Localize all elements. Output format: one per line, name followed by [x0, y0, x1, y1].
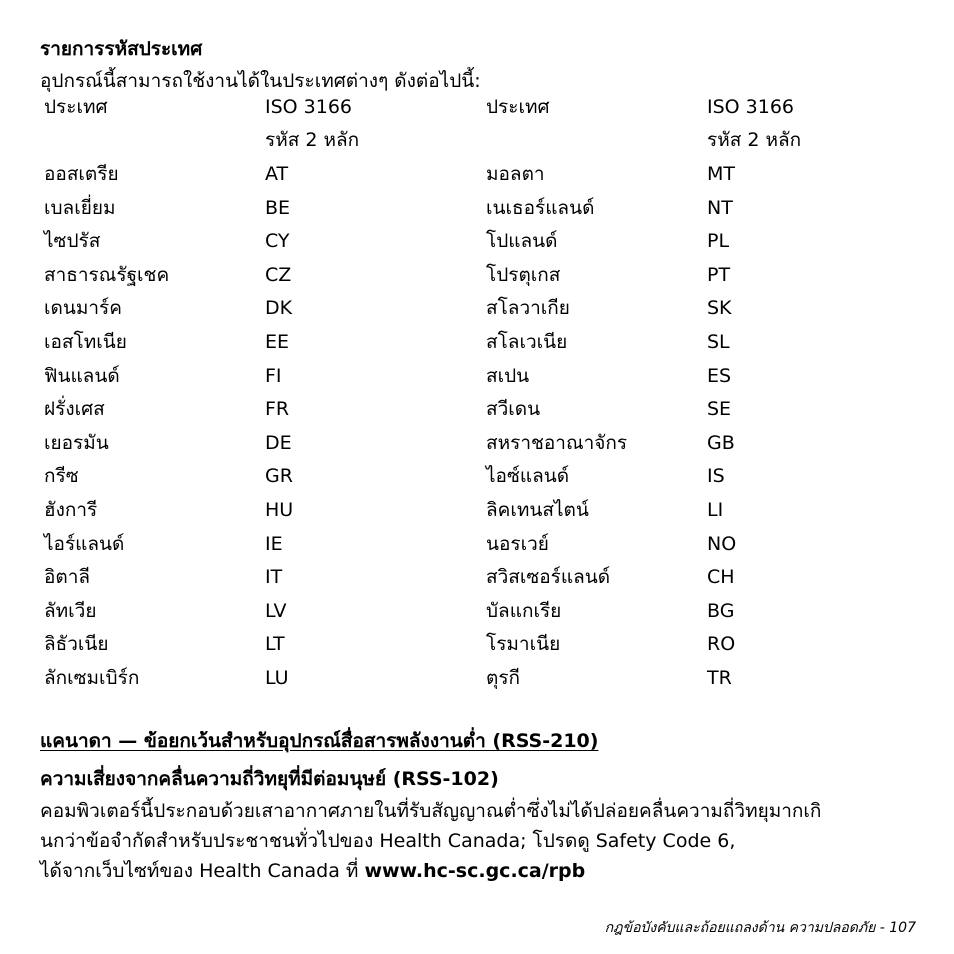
- country-left: ออสเตรีย: [44, 162, 119, 185]
- table-row: [40, 325, 907, 359]
- iso-code-right: MT: [707, 162, 735, 185]
- rf-body-line-2: นกว่าข้อจำกัดสำหรับประชาชนทั่วไปของ Health Canada; โปรดดู Safety Code 6,: [40, 830, 736, 852]
- country-left: ลัทเวีย: [44, 599, 97, 622]
- iso-code-right: SK: [707, 297, 732, 320]
- country-left: ฟินแลนด์: [44, 364, 120, 387]
- iso-code-left: CY: [265, 230, 290, 253]
- country-right: สวิสเซอร์แลนด์: [486, 566, 611, 589]
- page-footer: กฎข้อบังคับและถ้อยแถลงด้าน ความปลอดภัย - 107: [604, 920, 916, 936]
- rf-body-line-3-text: ได้จากเว็บไซท์ของ Health Canada ที่: [40, 860, 365, 882]
- header-country-left: ประเทศ: [44, 95, 108, 118]
- country-right: โปแลนด์: [486, 230, 558, 253]
- rf-exposure-title: ความเสี่ยงจากคลื่นความถี่วิทยุที่มีต่อมนุษย์ (RSS-102): [40, 768, 499, 790]
- iso-code-right: CH: [707, 566, 735, 589]
- health-canada-url[interactable]: www.hc-sc.gc.ca/rpb: [364, 860, 586, 882]
- iso-code-left: EE: [265, 330, 290, 353]
- country-left: ไอร์แลนด์: [44, 532, 125, 555]
- iso-code-right: BG: [707, 599, 735, 622]
- iso-code-right: NO: [707, 532, 737, 555]
- iso-code-left: DK: [265, 297, 293, 320]
- header-iso-right: ISO 3166: [707, 95, 795, 118]
- section-title: รายการรหัสประเทศ: [40, 38, 203, 60]
- country-right: บัลแกเรีย: [486, 599, 562, 622]
- table-row: [40, 493, 907, 527]
- iso-code-right: SE: [707, 398, 732, 421]
- iso-code-left: HU: [265, 498, 294, 521]
- iso-code-right: LI: [707, 498, 724, 521]
- country-left: เยอรมัน: [44, 431, 109, 454]
- country-right: ไอซ์แลนด์: [486, 465, 570, 488]
- country-right: เนเธอร์แลนด์: [486, 196, 595, 219]
- iso-code-right: GB: [707, 431, 735, 454]
- iso-code-left: IT: [265, 566, 283, 589]
- country-left: เดนมาร์ค: [44, 297, 122, 320]
- canada-section-title: แคนาดา — ข้อยกเว้นสำหรับอุปกรณ์สื่อสารพลังงานต่ำ (RSS-210): [40, 730, 599, 752]
- rf-body-line-3: [40, 856, 920, 886]
- country-right: สเปน: [486, 364, 530, 387]
- country-right: ตุรกี: [486, 666, 521, 689]
- iso-code-left: DE: [265, 431, 292, 454]
- iso-code-right: PL: [707, 230, 730, 253]
- country-left: อิตาลี: [44, 566, 91, 589]
- country-right: สหราชอาณาจักร: [486, 431, 628, 454]
- iso-code-left: LU: [265, 666, 289, 689]
- country-left: ลิธัวเนีย: [44, 633, 109, 656]
- country-left: ฮังการี: [44, 498, 98, 521]
- iso-code-right: PT: [707, 263, 731, 286]
- table-row: [40, 460, 907, 494]
- country-right: สโลเวเนีย: [486, 330, 568, 353]
- iso-code-right: NT: [707, 196, 733, 219]
- iso-code-left: FR: [265, 398, 290, 421]
- table-row: [40, 628, 907, 662]
- table-header-row: [40, 90, 907, 124]
- iso-code-left: IE: [265, 532, 283, 555]
- table-row: [40, 359, 907, 393]
- table-row: [40, 426, 907, 460]
- iso-code-left: FI: [265, 364, 282, 387]
- table-row: [40, 527, 907, 561]
- iso-code-left: BE: [265, 196, 291, 219]
- rf-body-line-1: คอมพิวเตอร์นี้ประกอบด้วยเสาอากาศภายในที่รับสัญญาณต่ำซึ่งไม่ได้ปล่อยคลื่นความถี่วิทยุมากเกิ: [40, 800, 822, 822]
- country-right: สโลวาเกีย: [486, 297, 570, 320]
- iso-code-left: GR: [265, 465, 293, 488]
- country-left: กรีซ: [44, 465, 79, 488]
- country-code-table: [40, 90, 907, 695]
- rf-exposure-body: [40, 796, 920, 886]
- table-row: [40, 560, 907, 594]
- iso-code-left: LT: [265, 633, 285, 656]
- country-left: เอสโทเนีย: [44, 330, 127, 353]
- table-row: [40, 224, 907, 258]
- country-right: โปรตุเกส: [486, 263, 561, 286]
- header-iso-left-sub: รหัส 2 หลัก: [265, 129, 360, 152]
- header-country-right: ประเทศ: [486, 95, 550, 118]
- iso-code-right: IS: [707, 465, 725, 488]
- country-right: ลิคเทนสไตน์: [486, 498, 589, 521]
- country-right: สวีเดน: [486, 398, 541, 421]
- table-row: [40, 191, 907, 225]
- country-right: โรมาเนีย: [486, 633, 561, 656]
- table-row: [40, 594, 907, 628]
- country-left: ไซปรัส: [44, 230, 101, 253]
- table-row: [40, 392, 907, 426]
- country-right: นอรเวย์: [486, 532, 549, 555]
- iso-code-left: LV: [265, 599, 287, 622]
- table-header-row-2: [40, 124, 907, 158]
- iso-code-right: TR: [707, 666, 732, 689]
- country-left: ลักเซมเบิร์ก: [44, 666, 140, 689]
- table-row: [40, 292, 907, 326]
- header-iso-right-sub: รหัส 2 หลัก: [707, 129, 802, 152]
- iso-code-left: CZ: [265, 263, 292, 286]
- table-row: [40, 258, 907, 292]
- country-left: ฝรั่งเศส: [44, 398, 105, 421]
- iso-code-right: RO: [707, 633, 736, 656]
- country-left: เบลเยี่ยม: [44, 196, 116, 219]
- iso-code-right: SL: [707, 330, 730, 353]
- iso-code-right: ES: [707, 364, 732, 387]
- iso-code-left: AT: [265, 162, 289, 185]
- country-right: มอลตา: [486, 162, 545, 185]
- country-left: สาธารณรัฐเชค: [44, 263, 170, 286]
- table-row: [40, 661, 907, 695]
- header-iso-left: ISO 3166: [265, 95, 353, 118]
- table-row: [40, 157, 907, 191]
- intro-text: อุปกรณ์นี้สามารถใช้งานได้ในประเทศต่างๆ ดังต่อไปนี้:: [40, 70, 481, 92]
